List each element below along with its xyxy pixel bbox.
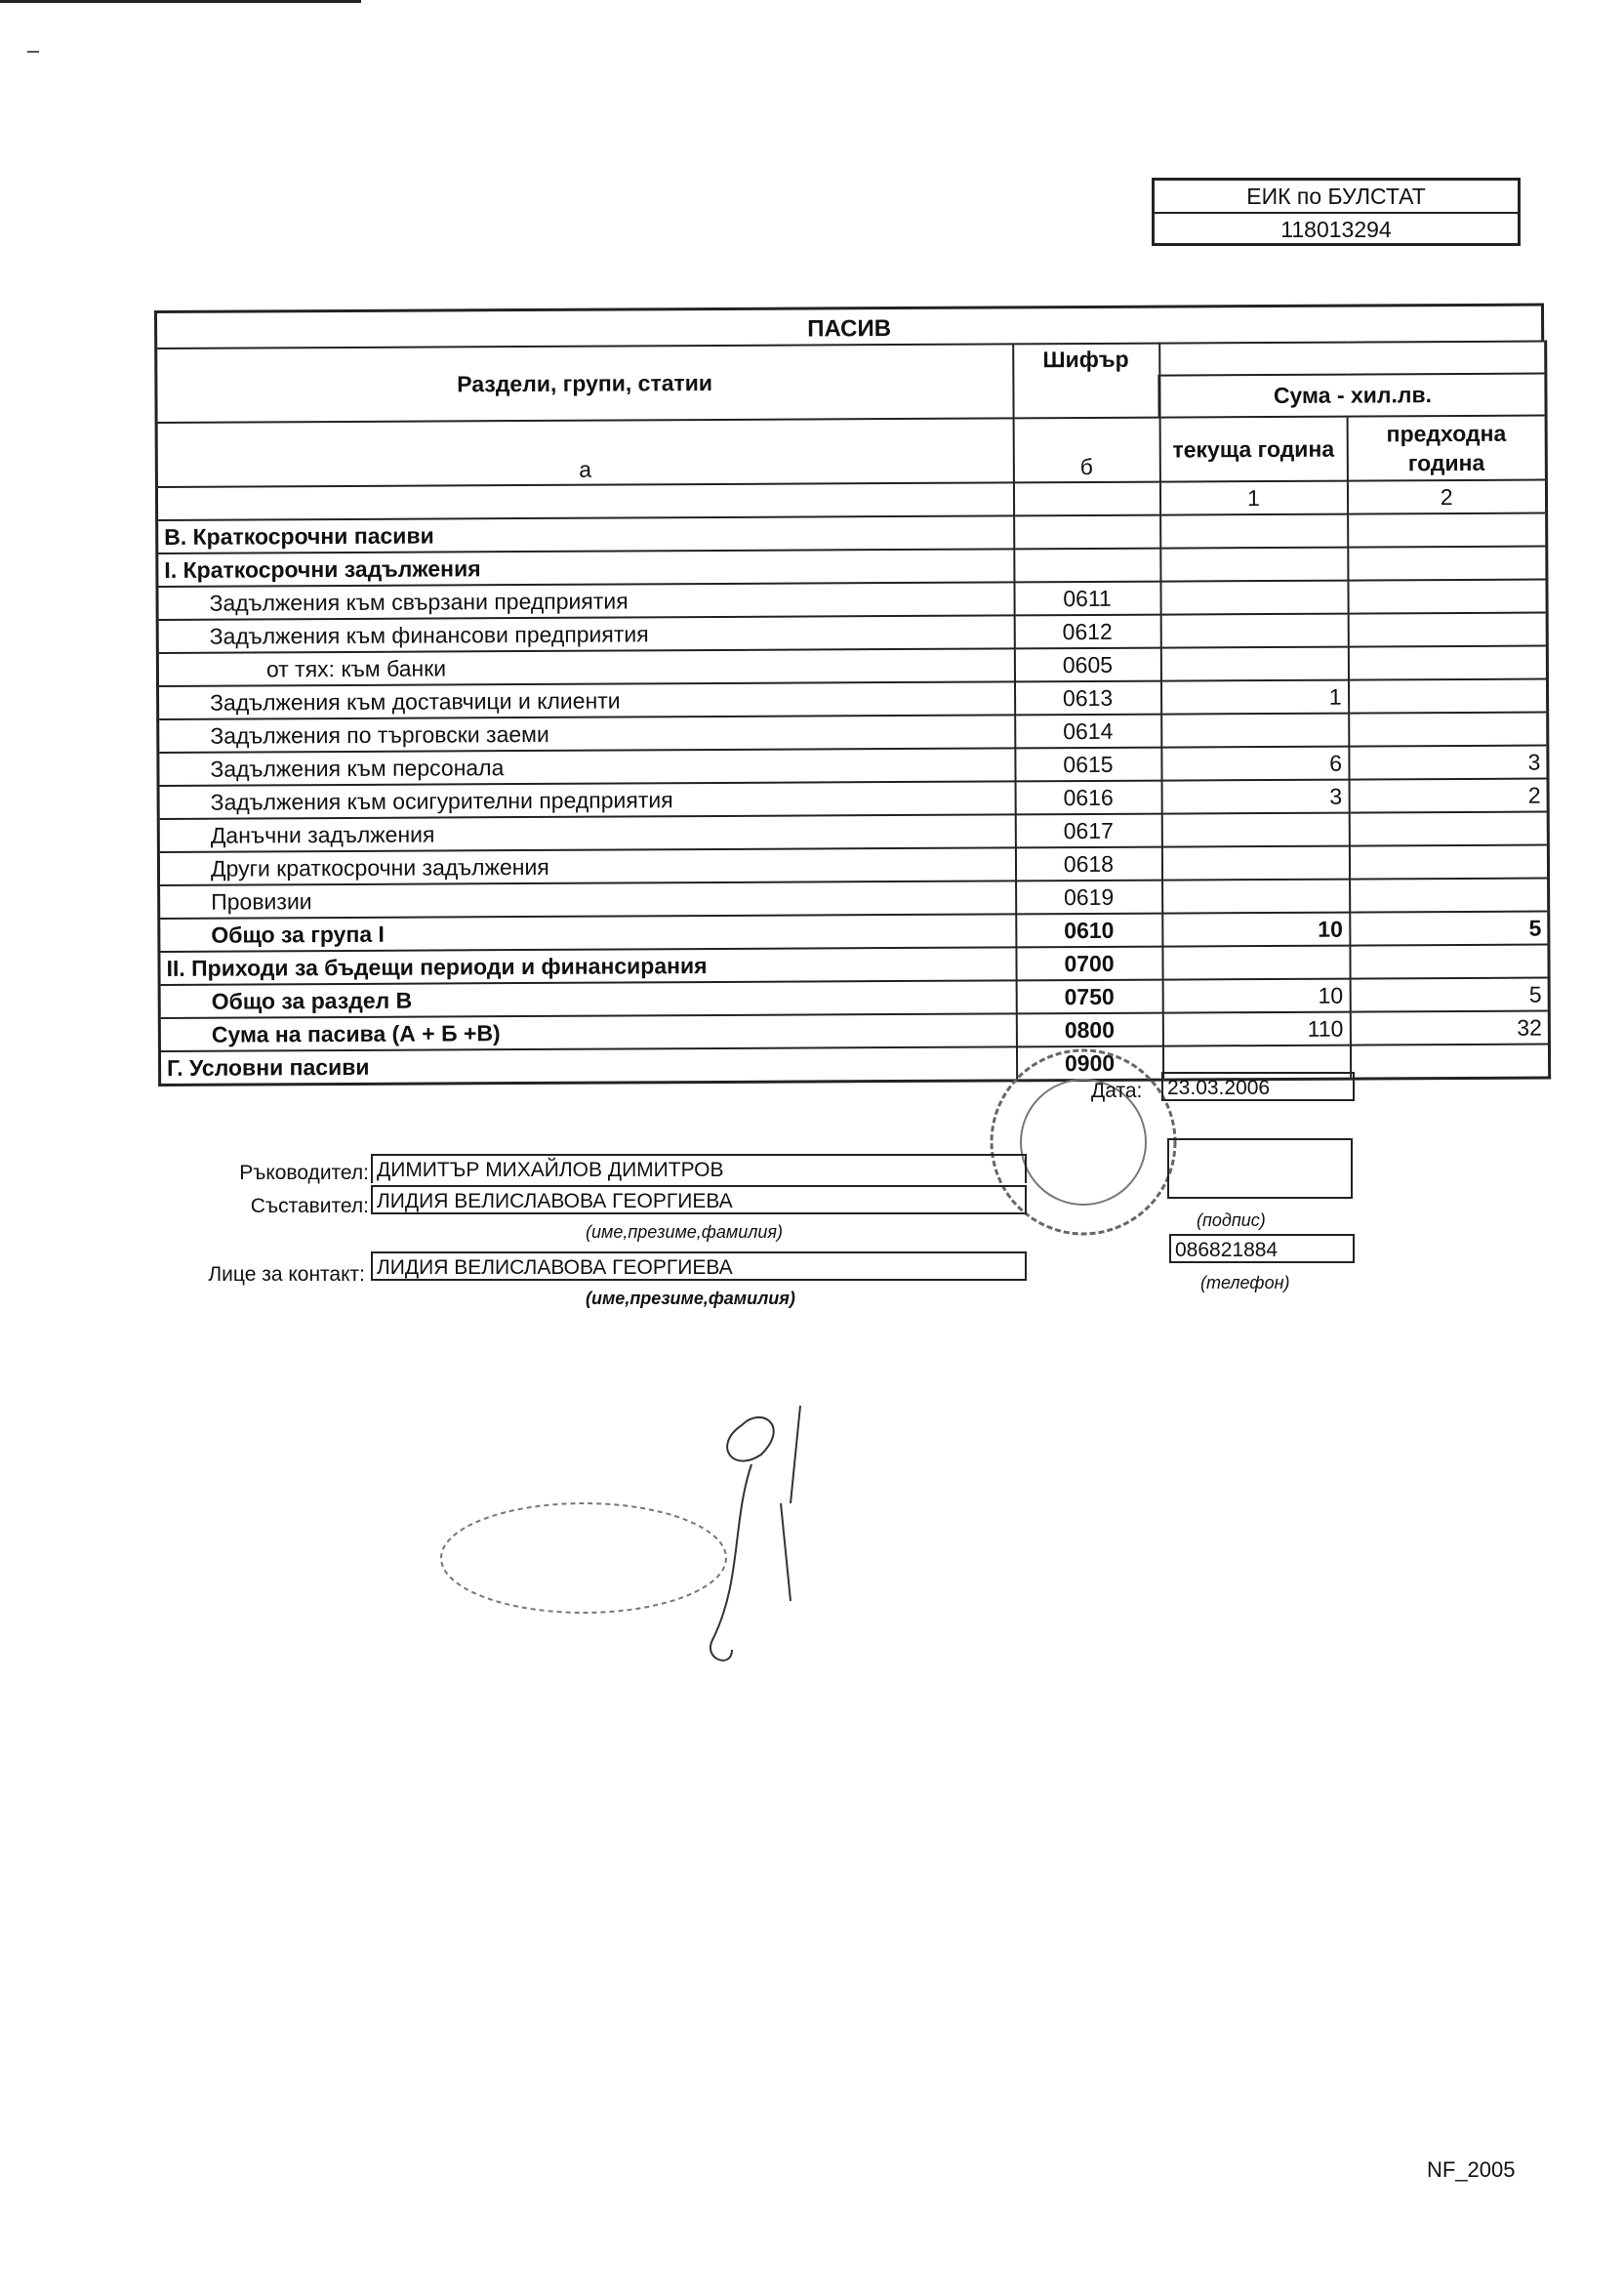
handwritten-signature <box>673 1386 830 1679</box>
row-code: 0611 <box>1014 582 1160 616</box>
row-previous <box>1348 580 1547 614</box>
header-sub-2: 2 <box>1347 480 1546 514</box>
contact-label: Лице за контакт: <box>208 1263 365 1286</box>
row-current <box>1160 548 1348 582</box>
row-label: Други краткосрочни задължения <box>158 847 1015 885</box>
compiler-field[interactable]: ЛИДИЯ ВЕЛИСЛАВОВА ГЕОРГИЕВА <box>371 1185 1027 1214</box>
row-label: Общо за раздел В <box>159 980 1016 1018</box>
row-previous <box>1350 1045 1549 1080</box>
date-field[interactable]: 23.03.2006 <box>1161 1072 1355 1101</box>
row-label: Задължения към финансови предприятия <box>157 615 1014 653</box>
row-current: 6 <box>1161 747 1349 781</box>
row-code: 0619 <box>1016 881 1162 915</box>
row-code: 0800 <box>1016 1013 1162 1047</box>
name-note: (име,презиме,фамилия) <box>586 1222 783 1242</box>
row-current <box>1161 813 1349 847</box>
row-current <box>1160 614 1348 648</box>
contact-field[interactable]: ЛИДИЯ ВЕЛИСЛАВОВА ГЕОРГИЕВА <box>371 1251 1027 1281</box>
eik-value: 118013294 <box>1280 217 1392 242</box>
row-label: Г. Условни пасиви <box>159 1046 1016 1085</box>
row-current <box>1162 880 1350 914</box>
header-sub-b: б <box>1013 418 1159 483</box>
table-title: ПАСИВ <box>154 304 1544 348</box>
row-code: 0616 <box>1015 781 1161 815</box>
row-label: Задължения към доставчици и клиенти <box>158 681 1015 719</box>
row-current <box>1160 647 1348 681</box>
header-code: Шифър <box>1013 344 1159 419</box>
eik-label: ЕИК по БУЛСТАТ <box>1155 181 1518 214</box>
header-current-year: текуща година <box>1159 417 1347 482</box>
row-code: 0618 <box>1015 847 1161 882</box>
row-label: Общо за група I <box>159 914 1016 952</box>
header-blank <box>1159 342 1546 376</box>
row-previous <box>1349 713 1548 747</box>
liabilities-table-wrap <box>154 304 1548 1086</box>
row-code: 0615 <box>1015 748 1161 782</box>
row-current: 10 <box>1162 913 1350 947</box>
row-label: Сума на пасива (А + Б +В) <box>159 1013 1016 1051</box>
row-code: 0700 <box>1016 947 1162 981</box>
row-previous <box>1348 513 1547 548</box>
phone-note: (телефон) <box>1200 1273 1290 1292</box>
row-code: 0614 <box>1015 715 1161 749</box>
name-note-contact: (име,презиме,фамилия) <box>586 1289 795 1308</box>
header-blank-a <box>156 482 1013 520</box>
row-label: II. Приходи за бъдещи периоди и финансирания <box>159 947 1016 985</box>
row-previous: 32 <box>1350 1011 1549 1046</box>
header-sub-1: 1 <box>1159 481 1347 515</box>
row-current: 10 <box>1162 979 1350 1013</box>
row-previous: 5 <box>1350 912 1549 946</box>
row-previous <box>1350 945 1549 979</box>
header-sum: Сума - хил.лв. <box>1159 373 1546 418</box>
row-label: Задължения към свързани предприятия <box>157 582 1014 620</box>
top-edge-line <box>0 0 361 3</box>
row-previous <box>1349 812 1548 846</box>
header-blank-b <box>1013 482 1159 516</box>
row-code <box>1014 549 1160 583</box>
row-code: 0750 <box>1016 980 1162 1014</box>
row-label: I. Краткосрочни задължения <box>157 549 1014 587</box>
row-current: 110 <box>1162 1012 1350 1046</box>
row-label: Задължения към персонала <box>158 748 1015 786</box>
signature-field[interactable] <box>1167 1138 1353 1199</box>
row-label: Данъчни задължения <box>158 814 1015 852</box>
row-previous <box>1349 845 1548 880</box>
row-code <box>1014 515 1160 550</box>
row-code: 0613 <box>1015 681 1161 716</box>
date-label: Дата: <box>1091 1080 1143 1102</box>
row-label: Провизии <box>159 881 1016 919</box>
row-code: 0605 <box>1014 648 1160 682</box>
row-current <box>1162 946 1350 980</box>
row-code: 0900 <box>1016 1046 1162 1081</box>
row-current <box>1161 714 1349 748</box>
header-sections: Раздели, групи, статии <box>156 344 1013 423</box>
row-label: Задължения по търговски заеми <box>158 715 1015 753</box>
row-code: 0617 <box>1015 814 1161 848</box>
header-previous-year: предходна година <box>1347 416 1546 481</box>
row-current <box>1160 581 1348 615</box>
row-previous <box>1350 879 1549 913</box>
row-previous <box>1348 646 1547 680</box>
row-label: В. Краткосрочни пасиви <box>157 515 1014 554</box>
row-previous: 3 <box>1349 746 1548 780</box>
row-current <box>1160 514 1348 549</box>
row-previous <box>1348 547 1547 581</box>
row-current: 3 <box>1161 780 1349 814</box>
row-previous: 2 <box>1349 779 1548 813</box>
signature-note: (подпис) <box>1197 1210 1266 1230</box>
form-code: NF_2005 <box>1427 2157 1516 2182</box>
row-previous <box>1348 679 1547 714</box>
row-code: 0612 <box>1014 615 1160 649</box>
row-current: 1 <box>1161 680 1349 715</box>
manager-field[interactable]: ДИМИТЪР МИХАЙЛОВ ДИМИТРОВ <box>371 1154 1027 1183</box>
liabilities-table <box>154 341 1551 1086</box>
header-sub-a: а <box>156 418 1013 487</box>
row-current <box>1161 846 1349 881</box>
compiler-label: Съставител: <box>250 1195 369 1217</box>
eik-box <box>1152 178 1521 246</box>
row-previous <box>1348 613 1547 647</box>
scan-mark <box>27 51 39 53</box>
manager-label: Ръководител: <box>239 1162 369 1184</box>
row-previous: 5 <box>1350 978 1549 1012</box>
row-code: 0610 <box>1016 914 1162 948</box>
row-label: Задължения към осигурителни предприятия <box>158 781 1015 819</box>
row-label: от тях: към банки <box>157 648 1014 686</box>
phone-field[interactable]: 086821884 <box>1169 1234 1355 1263</box>
